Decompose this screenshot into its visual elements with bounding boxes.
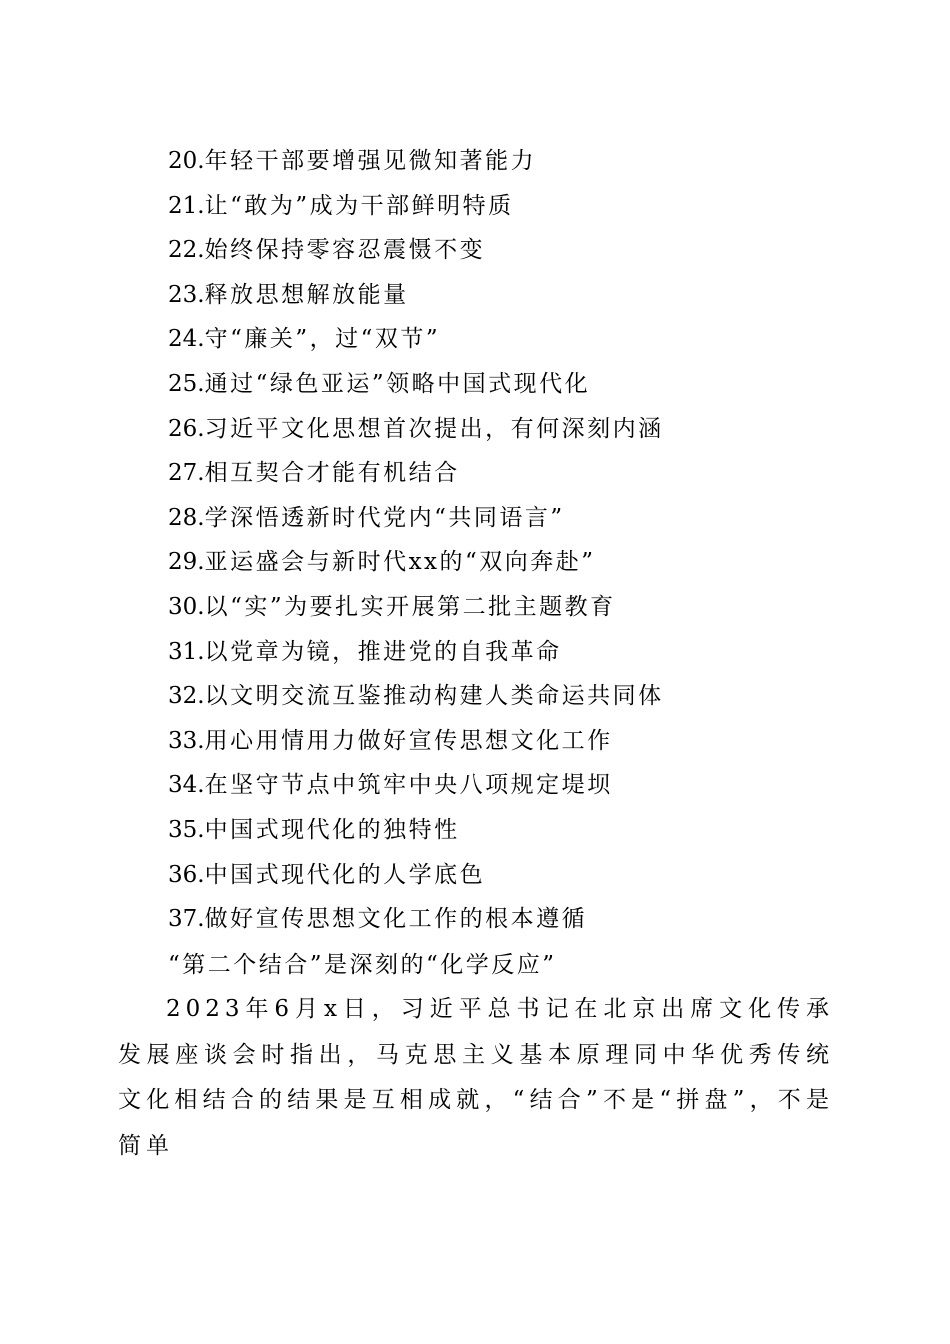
toc-item-number: 36. (168, 861, 205, 888)
toc-item-text: 以文明交流互鉴推动构建人类命运共同体 (204, 683, 664, 710)
toc-item-text: 以“实”为要扎实开展第二批主题教育 (204, 593, 616, 620)
toc-item (168, 184, 868, 229)
toc-item (168, 362, 868, 407)
toc-item-text: 以党章为镜，推进党的自我革命 (204, 638, 562, 665)
toc-item-text: 学深悟透新时代党内“共同语言” (204, 504, 565, 531)
toc-item-number: 26. (168, 415, 205, 442)
toc-item-number: 20. (168, 148, 205, 174)
toc-item (168, 317, 868, 362)
toc-item (168, 719, 868, 764)
toc-item-number: 22. (168, 237, 205, 264)
toc-item (168, 808, 868, 853)
toc-item-number: 29. (168, 549, 205, 576)
toc-item-text: 通过“绿色亚运”领略中国式现代化 (204, 370, 591, 397)
toc-item-text: 守“廉关”，过“双节” (204, 326, 441, 353)
toc-item (168, 674, 868, 719)
toc-item-text: 让“敢为”成为干部鲜明特质 (204, 192, 514, 219)
toc-item-text: 在坚守节点中筑牢中央八项规定堤坝 (204, 772, 613, 799)
toc-item (168, 451, 868, 496)
toc-item-text: 做好宣传思想文化工作的根本遵循 (204, 906, 588, 933)
toc-item (168, 139, 868, 184)
toc-item-text: 亚运盛会与新时代xx的“双向奔赴” (204, 549, 596, 576)
toc-item (168, 853, 868, 898)
toc-item (168, 585, 868, 630)
body-paragraph: 2023年6月x日，习近平总书记在北京出席文化传承发展座谈会时指出，马克思主义基本原理同中华优秀传统文化相结合的结果是互相成就，“结合”不是“拼盘”，不是简单 (118, 996, 834, 1159)
toc-item-number: 24. (168, 326, 205, 353)
toc-item-number: 30. (168, 593, 205, 620)
toc-item-text: 用心用情用力做好宣传思想文化工作 (204, 727, 613, 754)
toc-item-text: 年轻干部要增强见微知著能力 (204, 148, 537, 174)
toc-item-text: 中国式现代化的人学底色 (204, 861, 486, 888)
toc-item (168, 540, 868, 585)
toc-item-text: 始终保持零容忍震慑不变 (204, 237, 486, 264)
toc-item-text: 相互契合才能有机结合 (204, 460, 460, 487)
toc-item (168, 228, 868, 273)
toc-item-number: 21. (168, 192, 205, 219)
toc-item (168, 630, 868, 675)
toc-item (168, 763, 868, 808)
toc-item-number: 25. (168, 370, 205, 397)
toc-item-number: 35. (168, 816, 205, 843)
toc-item-number: 34. (168, 772, 205, 799)
toc-item (168, 273, 868, 318)
toc-item-number: 23. (168, 281, 205, 308)
toc-item-number: 32. (168, 683, 205, 710)
toc-item-number: 37. (168, 906, 205, 933)
toc-item-text: 习近平文化思想首次提出，有何深刻内涵 (204, 415, 664, 442)
toc-item (168, 496, 868, 541)
table-of-contents (168, 139, 868, 942)
toc-item-number: 28. (168, 504, 205, 531)
toc-item-number: 33. (168, 727, 205, 754)
toc-item-number: 27. (168, 460, 205, 487)
toc-item-text: 释放思想解放能量 (204, 281, 409, 308)
toc-item-text: 中国式现代化的独特性 (204, 816, 460, 843)
article-title: “第二个结合”是深刻的“化学反应” (168, 952, 557, 978)
toc-item (168, 897, 868, 942)
toc-item-number: 31. (168, 638, 205, 665)
toc-item (168, 407, 868, 452)
